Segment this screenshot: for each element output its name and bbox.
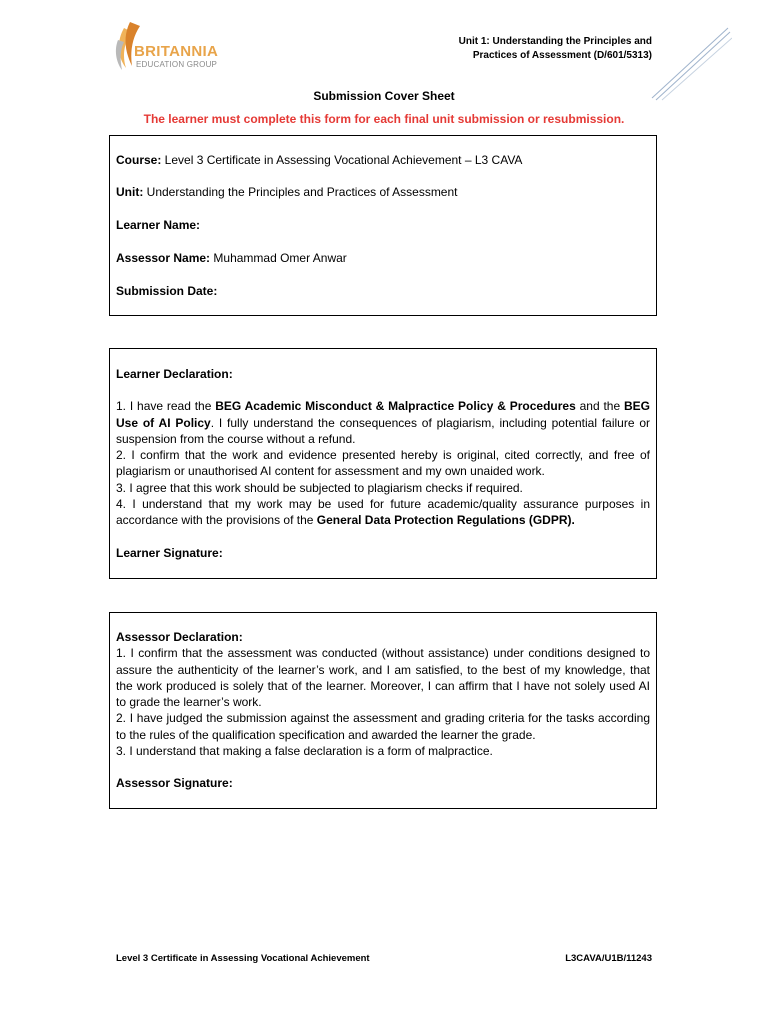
assessor-name-label: Assessor Name:: [116, 251, 211, 265]
details-box: [109, 135, 657, 316]
ld-p1-text: 1. I have read the: [116, 399, 216, 414]
ld-policy-name: BEG Academic Misconduct & Malpractice Policy & Procedures: [215, 399, 576, 414]
assessor-name-row: [116, 250, 347, 266]
ld-p1-rest: . I fully understand the consequences of plagiarism, including potential failure or suspension from the course without a refund.: [116, 415, 651, 446]
footer-code: L3CAVA/U1B/11243: [565, 953, 652, 964]
learner-name-label: Learner Name:: [116, 218, 201, 232]
unit-label: Unit:: [116, 185, 144, 199]
ld-gdpr: General Data Protection Regulations (GDPR).: [316, 513, 575, 528]
ld-p4-text: 4. I understand that my work may be used for future academic/quality assurance purposes in accordance with the provisions of the: [116, 497, 650, 528]
unit-row: [116, 184, 458, 200]
assessor-signature-label: Assessor Signature:: [116, 776, 233, 791]
course-row: [116, 152, 522, 168]
logo-brand-text: BRITANNIA: [134, 43, 219, 60]
course-value: Level 3 Certificate in Assessing Vocational Achievement – L3 CAVA: [161, 153, 523, 167]
assessor-declaration-item-2: 2. I have judged the submission against the assessment and grading criteria for the tasks according to the rules of the qualification specification and awarded the learner the grade.: [116, 711, 650, 742]
unit-header-line2: Practices of Assessment (D/601/5313): [472, 50, 652, 61]
assessor-declaration-box: [109, 612, 657, 809]
learner-declaration-heading: Learner Declaration:: [116, 367, 233, 381]
learner-signature-label: Learner Signature:: [116, 545, 223, 560]
learner-declaration-item-4: [116, 496, 650, 529]
assessor-name-value: Muhammad Omer Anwar: [210, 251, 347, 265]
unit-header: [392, 35, 652, 63]
page-title: Submission Cover Sheet: [313, 89, 455, 103]
unit-header-line1: Unit 1: Understanding the Principles and: [458, 36, 652, 47]
learner-declaration-item-1: [116, 398, 650, 447]
learner-declaration-box: [109, 348, 657, 579]
footer-course: Level 3 Certificate in Assessing Vocational Achievement: [116, 953, 370, 964]
logo-sub-text: EDUCATION GROUP: [136, 60, 218, 69]
unit-value: Understanding the Principles and Practices of Assessment: [143, 185, 458, 199]
learner-declaration-item-2: 2. I confirm that the work and evidence presented hereby is original, cited correctly, and free of plagiarism or unauthorised AI content for assessment and my own unaided work.: [116, 448, 650, 479]
assessor-declaration-item-3: 3. I understand that making a false declaration is a form of malpractice.: [116, 744, 493, 759]
course-label: Course:: [116, 153, 162, 167]
ld-p1-joiner: and the: [575, 399, 624, 414]
ld-ai-policy-name: BEG Use of AI Policy: [116, 399, 650, 430]
submission-date-label: Submission Date:: [116, 284, 218, 298]
assessor-declaration-item-1: 1. I confirm that the assessment was conducted (without assistance) under conditions designed to assure the authenticity of the learner’s work, and I am satisfied, to the best of my knowledge, that the work produced is solely that of the learner. Moreover, I can affirm that I have not solely used AI to grade the learner’s work.: [116, 646, 650, 710]
learner-declaration-item-3: 3. I agree that this work should be subjected to plagiarism checks if required.: [116, 480, 523, 495]
assessor-declaration-heading: Assessor Declaration:: [116, 630, 243, 644]
page-subtitle: The learner must complete this form for each final unit submission or resubmission.: [143, 112, 625, 126]
